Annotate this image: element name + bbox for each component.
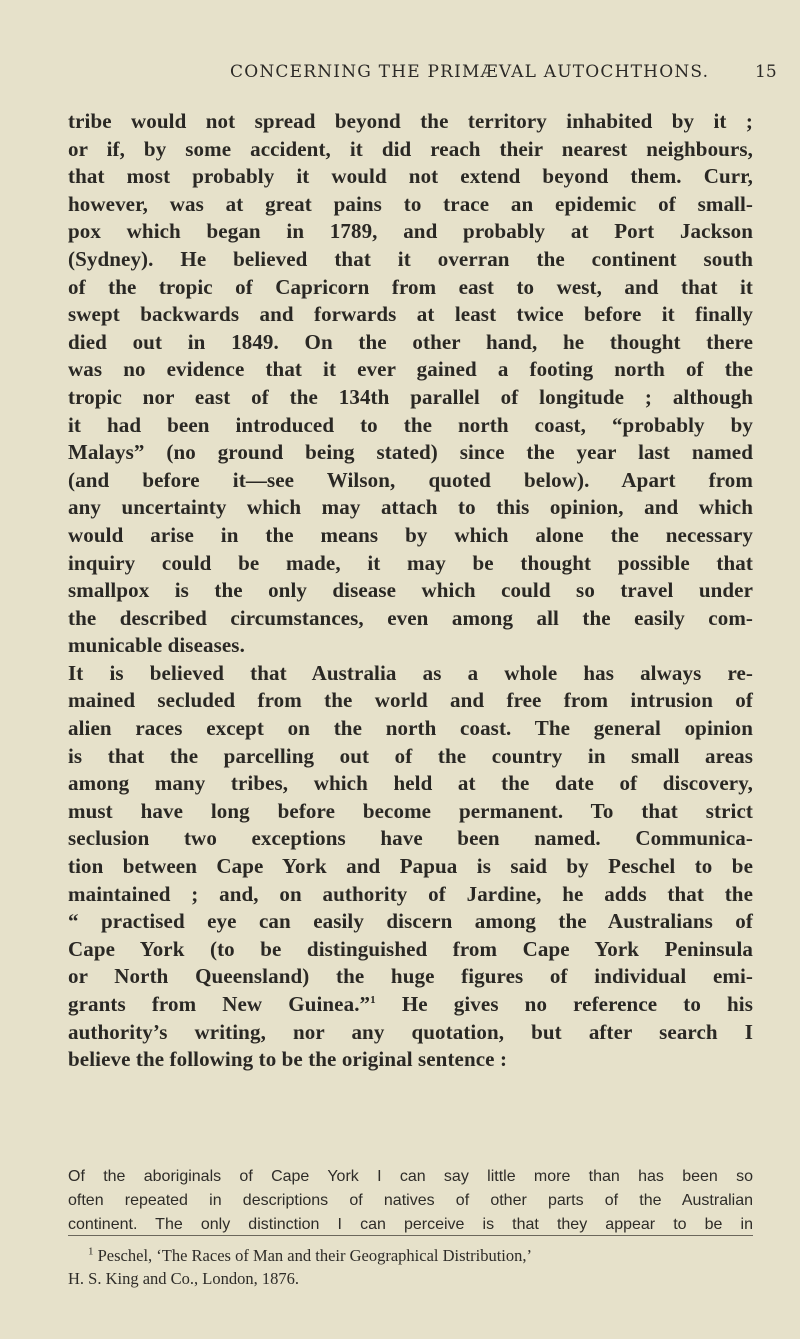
text-line: maintained ; and, on authority of Jardine, he adds that the (68, 881, 753, 906)
text-line: authority’s writing, nor any quotation, but after search I (68, 1019, 753, 1044)
text-line: the described circumstances, even among all the easily com- (68, 605, 753, 630)
text-line: “ practised eye can easily discern among the Australians of (68, 909, 753, 934)
text-line: however, was at great pains to trace an epidemic of small- (68, 191, 753, 216)
text-line: would arise in the means by which alone the necessary (68, 522, 753, 547)
text-line: municable diseases. (68, 633, 245, 658)
main-text (68, 108, 753, 1074)
text-segment: grants from New Guinea.” (68, 992, 371, 1016)
text-line: mained secluded from the world and free from intrusion of (68, 688, 753, 713)
running-head: CONCERNING THE PRIMÆVAL AUTOCHTHONS. (230, 62, 710, 82)
text-line: alien races except on the north coast. The general opinion (68, 716, 753, 741)
text-line: it had been introduced to the north coast, “probably by (68, 412, 753, 437)
block-quote (68, 1165, 753, 1237)
footnote-line (68, 1244, 753, 1267)
text-line: smallpox is the only disease which could so travel under (68, 578, 753, 603)
quote-line: Of the aboriginals of Cape York I can say little more than has been so (68, 1168, 753, 1185)
text-line: inquiry could be made, it may be thought possible that (68, 550, 753, 575)
text-line: Malays” (no ground being stated) since the year last named (68, 440, 753, 465)
text-line: among many tribes, which held at the date of discovery, (68, 771, 753, 796)
footnote-reference[interactable]: 1 (370, 994, 376, 1006)
text-line: must have long before become permanent. To that strict (68, 798, 753, 823)
text-line: or if, by some accident, it did reach their nearest neighbours, (68, 136, 753, 161)
text-line: seclusion two exceptions have been named. Communica- (68, 826, 753, 851)
text-line: believe the following to be the original sentence : (68, 1047, 508, 1072)
text-line: Cape York (to be distinguished from Cape York Peninsula (68, 936, 753, 961)
footnote-text: Peschel, ‘The Races of Man and their Geographical Distribution,’ (97, 1246, 532, 1265)
quote-line: continent. The only distinction I can perceive is that they appear to be in (68, 1216, 753, 1233)
text-line: tion between Cape York and Papua is said by Peschel to be (68, 854, 753, 879)
text-line: of the tropic of Capricorn from east to west, and that it (68, 274, 753, 299)
page-number: 15 (755, 62, 777, 82)
footnote (68, 1244, 753, 1290)
text-line-with-note (68, 991, 753, 1019)
text-line: It is believed that Australia as a whole has always re- (68, 660, 753, 685)
footnote-line: H. S. King and Co., London, 1876. (68, 1269, 299, 1288)
footnote-marker: 1 (88, 1245, 94, 1258)
text-line: was no evidence that it ever gained a footing north of the (68, 357, 753, 382)
quote-line: often repeated in descriptions of natives of other parts of the Australian (68, 1192, 753, 1209)
text-line: (Sydney). He believed that it overran the continent south (68, 246, 753, 271)
text-line: (and before it—see Wilson, quoted below). Apart from (68, 467, 753, 492)
text-line: swept backwards and forwards at least twice before it finally (68, 302, 753, 327)
text-line: any uncertainty which may attach to this opinion, and which (68, 495, 753, 520)
text-segment: He gives no reference to his (375, 992, 753, 1016)
footnote-divider (68, 1235, 753, 1236)
text-line: is that the parcelling out of the country in small areas (68, 743, 753, 768)
text-line: pox which began in 1789, and probably at Port Jackson (68, 219, 753, 244)
text-line: tropic nor east of the 134th parallel of longitude ; although (68, 384, 753, 409)
text-line: that most probably it would not extend beyond them. Curr, (68, 164, 753, 189)
text-line: died out in 1849. On the other hand, he thought there (68, 329, 753, 354)
text-line: tribe would not spread beyond the territory inhabited by it ; (68, 109, 753, 133)
text-line: or North Queensland) the huge figures of individual emi- (68, 964, 753, 989)
